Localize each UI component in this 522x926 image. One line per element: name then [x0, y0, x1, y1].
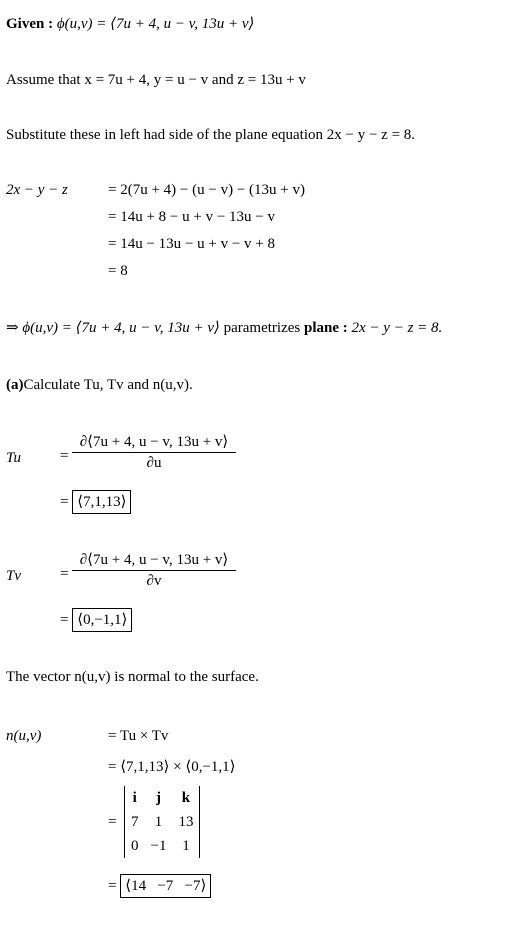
normal-lhs: n(u,v)	[6, 728, 42, 744]
tv-numerator: ∂⟨7u + 4, u − v, 13u + v⟩	[72, 550, 236, 571]
derivation-lhs: 2x − y − z	[6, 182, 68, 198]
determinant-cell: i	[132, 789, 137, 806]
part-a-text: Calculate Tu, Tv and n(u,v).	[23, 377, 193, 393]
determinant-equals: =	[108, 814, 117, 830]
determinant-cell: 7	[131, 813, 139, 830]
part-a-heading	[6, 375, 193, 395]
tu-fraction	[72, 432, 236, 473]
conclusion-plane-equation: 2x − y − z = 8.	[351, 320, 443, 336]
determinant-cell: j	[155, 789, 161, 806]
normal-final-box: ⟨14 −7 −7⟩	[120, 874, 211, 898]
substitute-line: Substitute these in left had side of the plane equation 2x − y − z = 8.	[6, 127, 416, 143]
tu-result-box: ⟨7,1,13⟩	[72, 490, 131, 514]
derivation-step-2: = 14u + 8 − u + v − 13u − v	[108, 209, 276, 225]
given-line	[6, 14, 254, 34]
determinant-cell: 1	[154, 813, 163, 830]
normal-step-2: = ⟨7,1,13⟩ × ⟨0,−1,1⟩	[108, 759, 236, 775]
tu-result-equals: =	[60, 494, 69, 510]
derivation-step-4: = 8	[108, 263, 128, 279]
determinant-row	[125, 786, 199, 810]
conclusion-parametrizes: parametrizes	[223, 320, 301, 336]
tv-equals: =	[60, 566, 69, 582]
tu-denominator: ∂u	[146, 455, 162, 471]
tu-result-line	[60, 490, 131, 514]
conclusion-line	[6, 318, 442, 338]
normal-statement: The vector n(u,v) is normal to the surface.	[6, 669, 259, 685]
given-label: Given :	[6, 16, 54, 32]
derivation-step-3: = 14u − 13u − u + v − v + 8	[108, 236, 276, 252]
determinant	[124, 786, 200, 858]
normal-final-equals: =	[108, 878, 117, 894]
determinant-table	[125, 786, 199, 858]
tu-label: Tu	[6, 450, 22, 466]
determinant-cell: 13	[178, 813, 194, 830]
given-expression: ϕ(u,v) = ⟨7u + 4, u − v, 13u + v⟩	[56, 16, 255, 32]
determinant-cell: 1	[182, 837, 190, 854]
determinant-cell: k	[181, 789, 191, 806]
determinant-cell: 0	[131, 837, 139, 854]
tv-result-box: ⟨0,−1,1⟩	[72, 608, 132, 632]
determinant-cell: −1	[150, 837, 167, 854]
tv-fraction	[72, 550, 236, 591]
normal-step-1: = Tu × Tv	[108, 728, 169, 744]
tv-result-equals: =	[60, 612, 69, 628]
determinant-row	[125, 810, 199, 834]
tv-label: Tv	[6, 568, 21, 584]
normal-final-line	[108, 874, 211, 898]
tv-denominator: ∂v	[146, 573, 162, 589]
tu-equals: =	[60, 448, 69, 464]
part-a-label: (a)	[6, 377, 24, 393]
conclusion-expression: ⇒ ϕ(u,v) = ⟨7u + 4, u − v, 13u + v⟩	[6, 320, 220, 336]
derivation-step-1: = 2(7u + 4) − (u − v) − (13u + v)	[108, 182, 305, 198]
conclusion-plane-label: plane :	[304, 320, 348, 336]
determinant-row	[125, 834, 199, 858]
tv-result-line	[60, 608, 132, 632]
tu-numerator: ∂⟨7u + 4, u − v, 13u + v⟩	[72, 432, 236, 453]
assume-line: Assume that x = 7u + 4, y = u − v and z = 13u + v	[6, 72, 306, 88]
